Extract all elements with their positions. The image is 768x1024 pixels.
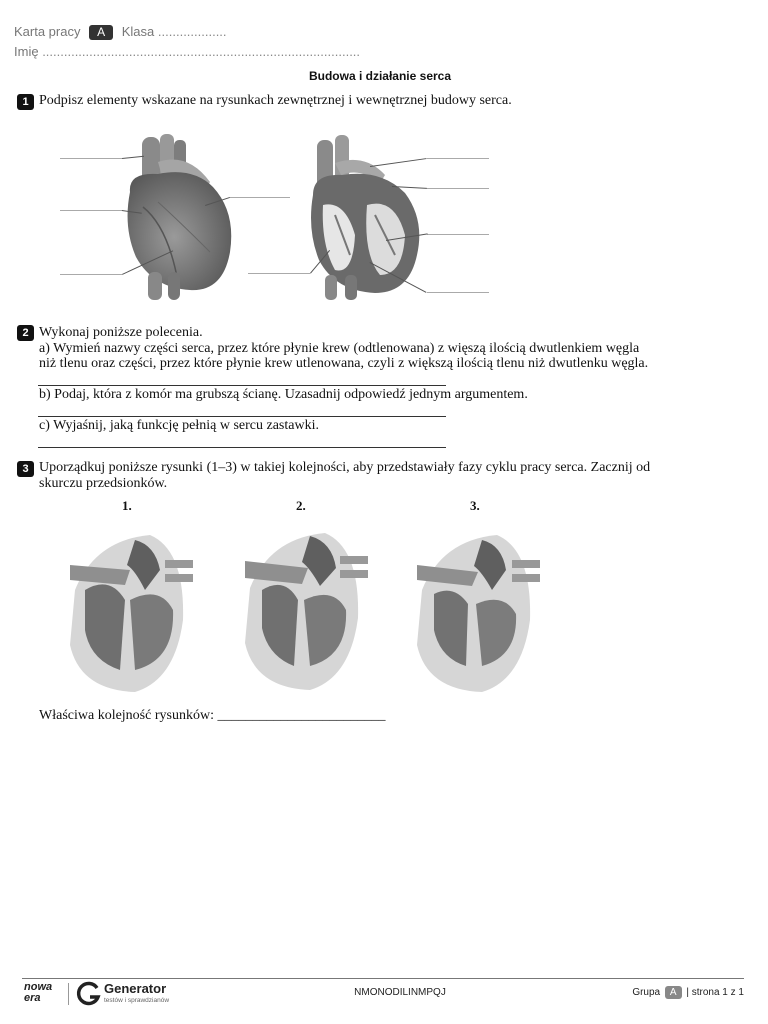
footer-divider (22, 978, 744, 979)
task-1-number: 1 (17, 94, 34, 110)
external-heart-illustration (118, 132, 243, 302)
group-badge: A (665, 986, 682, 999)
task-3-line-2: skurczu przedsionków. (39, 476, 168, 491)
task-2a-line-2: niż tlenu oraz części, przez które płynie krew utlenowana, czyli z większą ilością tlenu niż dwutlenku węgla. (39, 356, 649, 371)
name-row (14, 44, 360, 59)
name-label: Imię (14, 44, 39, 59)
page-footer-info (632, 986, 744, 999)
figure-number-2: 2. (296, 498, 306, 513)
heart-cycle-figure-3 (412, 530, 542, 695)
generator-subtitle: testów i sprawdzianów (104, 997, 170, 1004)
figure-number-3: 3. (470, 498, 480, 513)
worksheet-label: Karta pracy (14, 24, 81, 39)
label-blank-1[interactable] (60, 158, 122, 159)
label-blank-2[interactable] (60, 210, 122, 211)
page-number: | strona 1 z 1 (686, 987, 744, 998)
answer-row (39, 708, 385, 724)
task-1-text: Podpisz elementy wskazane na rysunkach zewnętrznej i wewnętrznej budowy serca. (39, 93, 512, 108)
task-3-number: 3 (17, 461, 34, 477)
worksheet-header (14, 24, 227, 40)
group-label: Grupa (632, 987, 661, 998)
class-field[interactable]: ................... (157, 24, 227, 39)
answer-line-2b[interactable] (38, 416, 446, 417)
nowa-era-logo: nowa era (24, 981, 53, 1004)
label-blank-5[interactable] (248, 273, 310, 274)
task-3-line-1: Uporządkuj poniższe rysunki (1–3) w takiej kolejności, aby przedstawiały fazy cyklu pracy serca. Zacznij od (39, 460, 651, 475)
label-blank-7[interactable] (427, 188, 489, 189)
answer-line-2c[interactable] (38, 447, 446, 448)
class-label: Klasa (121, 24, 155, 39)
task-2a-line-1: a) Wymień nazwy części serca, przez które płynie krew (odtlenowana) z więszą ilością dwutlenkiem węgla (39, 341, 640, 356)
document-code: NMONODILINMPQJ (354, 987, 446, 998)
page-title: Budowa i działanie serca (308, 69, 452, 83)
label-blank-6[interactable] (427, 158, 489, 159)
task-2c: c) Wyjaśnij, jaką funkcję pełnią w sercu zastawki. (39, 418, 319, 433)
heart-cycle-figure-2 (240, 528, 370, 693)
name-field[interactable]: ........................................................................................ (42, 44, 361, 59)
generator-title: Generator (104, 981, 167, 996)
answer-line-2a[interactable] (38, 385, 446, 386)
figure-number-1: 1. (122, 498, 132, 513)
answer-label: Właściwa kolejność rysunków: (39, 708, 218, 723)
version-badge: A (89, 25, 113, 40)
heart-cycle-figure-1 (65, 530, 195, 695)
label-blank-9[interactable] (427, 292, 489, 293)
label-blank-3[interactable] (60, 274, 122, 275)
label-blank-8[interactable] (427, 234, 489, 235)
label-blank-4[interactable] (230, 197, 290, 198)
task-2b: b) Podaj, która z komór ma grubszą ścianę. Uzasadnij odpowiedź jednym argumentem. (39, 387, 528, 402)
answer-blank[interactable]: ________________________ (217, 708, 386, 723)
task-2-number: 2 (17, 325, 34, 341)
task-2-intro: Wykonaj poniższe polecenia. (39, 325, 203, 340)
